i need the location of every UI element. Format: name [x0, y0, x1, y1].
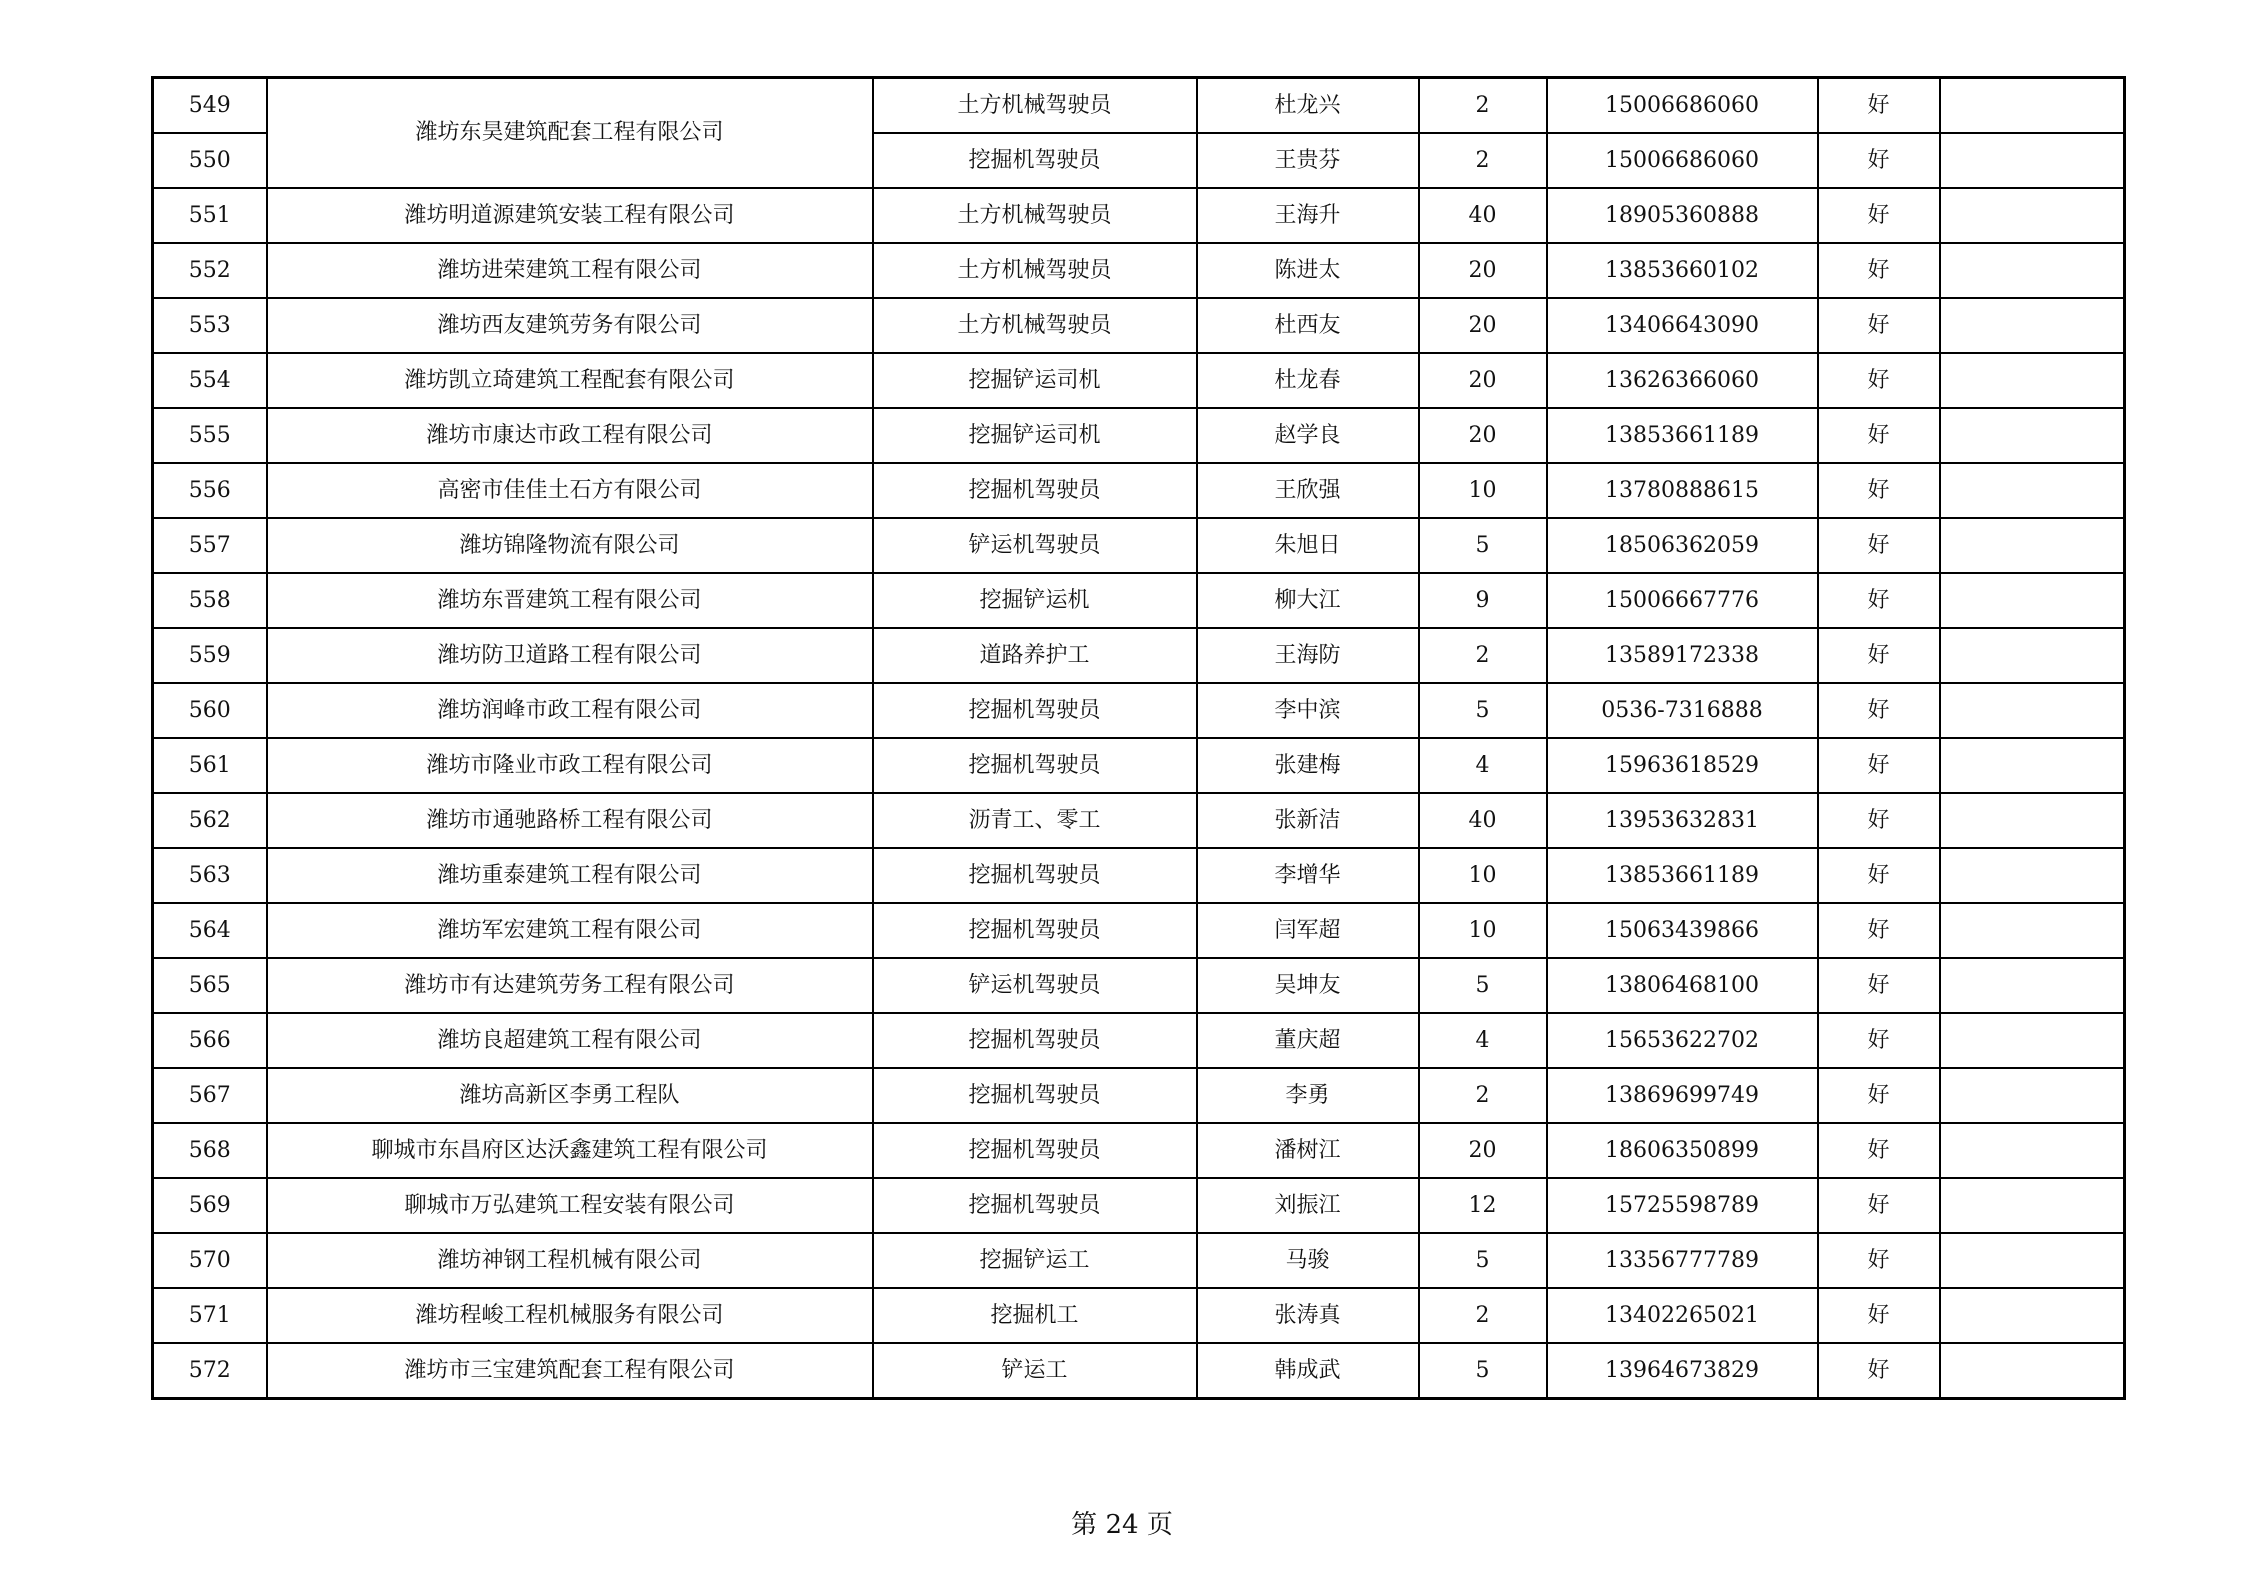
row-number: 556 [153, 463, 267, 518]
row-number: 557 [153, 518, 267, 573]
headcount: 5 [1419, 1343, 1547, 1399]
table-row [153, 628, 2125, 683]
headcount: 2 [1419, 133, 1547, 188]
table-body [153, 78, 2125, 1399]
headcount: 20 [1419, 298, 1547, 353]
remarks [1940, 1233, 2125, 1288]
rating: 好 [1818, 628, 1940, 683]
page-number [0, 1512, 2244, 1538]
contact-name: 王海升 [1197, 188, 1419, 243]
rating: 好 [1818, 1013, 1940, 1068]
table-row [153, 298, 2125, 353]
row-number: 550 [153, 133, 267, 188]
row-number: 561 [153, 738, 267, 793]
headcount: 10 [1419, 463, 1547, 518]
contact-name: 董庆超 [1197, 1013, 1419, 1068]
row-number: 559 [153, 628, 267, 683]
headcount: 2 [1419, 78, 1547, 134]
row-number: 572 [153, 1343, 267, 1399]
rating: 好 [1818, 353, 1940, 408]
contact-name: 吴坤友 [1197, 958, 1419, 1013]
contact-name: 韩成武 [1197, 1343, 1419, 1399]
rating: 好 [1818, 573, 1940, 628]
table-row [153, 1068, 2125, 1123]
row-number: 560 [153, 683, 267, 738]
contact-name: 赵学良 [1197, 408, 1419, 463]
company-name: 潍坊程峻工程机械服务有限公司 [267, 1288, 873, 1343]
rating: 好 [1818, 738, 1940, 793]
remarks [1940, 188, 2125, 243]
remarks [1940, 463, 2125, 518]
remarks [1940, 1123, 2125, 1178]
table-row [153, 683, 2125, 738]
row-number: 562 [153, 793, 267, 848]
headcount: 4 [1419, 1013, 1547, 1068]
table-row [153, 1123, 2125, 1178]
phone-number: 15006686060 [1547, 78, 1818, 134]
contact-name: 李增华 [1197, 848, 1419, 903]
row-number: 566 [153, 1013, 267, 1068]
headcount: 20 [1419, 243, 1547, 298]
remarks [1940, 518, 2125, 573]
job-type: 铲运机驾驶员 [873, 518, 1197, 573]
row-number: 565 [153, 958, 267, 1013]
row-number: 571 [153, 1288, 267, 1343]
contact-name: 王欣强 [1197, 463, 1419, 518]
row-number: 568 [153, 1123, 267, 1178]
phone-number: 15063439866 [1547, 903, 1818, 958]
remarks [1940, 573, 2125, 628]
table-row [153, 408, 2125, 463]
rating: 好 [1818, 298, 1940, 353]
row-number: 570 [153, 1233, 267, 1288]
job-type: 挖掘机驾驶员 [873, 1013, 1197, 1068]
job-type: 挖掘机驾驶员 [873, 738, 1197, 793]
phone-number: 0536-7316888 [1547, 683, 1818, 738]
phone-number: 13406643090 [1547, 298, 1818, 353]
job-type: 挖掘机驾驶员 [873, 1123, 1197, 1178]
job-type: 沥青工、零工 [873, 793, 1197, 848]
job-type: 挖掘机驾驶员 [873, 683, 1197, 738]
row-number: 553 [153, 298, 267, 353]
phone-number: 13853661189 [1547, 408, 1818, 463]
job-type: 挖掘机驾驶员 [873, 133, 1197, 188]
rating: 好 [1818, 188, 1940, 243]
rating: 好 [1818, 78, 1940, 134]
job-type: 挖掘机驾驶员 [873, 848, 1197, 903]
phone-number: 15006667776 [1547, 573, 1818, 628]
job-type: 挖掘铲运机 [873, 573, 1197, 628]
rating: 好 [1818, 463, 1940, 518]
rating: 好 [1818, 133, 1940, 188]
headcount: 12 [1419, 1178, 1547, 1233]
company-name: 潍坊神钢工程机械有限公司 [267, 1233, 873, 1288]
headcount: 20 [1419, 1123, 1547, 1178]
job-type: 挖掘铲运工 [873, 1233, 1197, 1288]
remarks [1940, 1288, 2125, 1343]
roster-table [151, 76, 2126, 1400]
rating: 好 [1818, 518, 1940, 573]
job-type: 挖掘机工 [873, 1288, 1197, 1343]
page-number-value: 24 [1105, 1510, 1139, 1540]
company-name: 潍坊东晋建筑工程有限公司 [267, 573, 873, 628]
rating: 好 [1818, 958, 1940, 1013]
company-name: 高密市佳佳土石方有限公司 [267, 463, 873, 518]
contact-name: 王海防 [1197, 628, 1419, 683]
rating: 好 [1818, 408, 1940, 463]
rating: 好 [1818, 1068, 1940, 1123]
company-name: 潍坊明道源建筑安装工程有限公司 [267, 188, 873, 243]
remarks [1940, 958, 2125, 1013]
row-number: 564 [153, 903, 267, 958]
row-number: 563 [153, 848, 267, 903]
company-name: 潍坊良超建筑工程有限公司 [267, 1013, 873, 1068]
company-name: 潍坊市通驰路桥工程有限公司 [267, 793, 873, 848]
phone-number: 13953632831 [1547, 793, 1818, 848]
contact-name: 潘树江 [1197, 1123, 1419, 1178]
phone-number: 15653622702 [1547, 1013, 1818, 1068]
remarks [1940, 1013, 2125, 1068]
row-number: 549 [153, 78, 267, 134]
table-row [153, 1233, 2125, 1288]
row-number: 567 [153, 1068, 267, 1123]
remarks [1940, 903, 2125, 958]
phone-number: 13853660102 [1547, 243, 1818, 298]
rating: 好 [1818, 1233, 1940, 1288]
headcount: 2 [1419, 1068, 1547, 1123]
table-row [153, 1178, 2125, 1233]
contact-name: 杜西友 [1197, 298, 1419, 353]
row-number: 552 [153, 243, 267, 298]
company-name: 潍坊高新区李勇工程队 [267, 1068, 873, 1123]
page-prefix: 第 [1071, 1510, 1098, 1540]
phone-number: 13626366060 [1547, 353, 1818, 408]
company-name: 聊城市东昌府区达沃鑫建筑工程有限公司 [267, 1123, 873, 1178]
table-row [153, 738, 2125, 793]
phone-number: 13964673829 [1547, 1343, 1818, 1399]
job-type: 挖掘铲运司机 [873, 353, 1197, 408]
rating: 好 [1818, 1178, 1940, 1233]
row-number: 558 [153, 573, 267, 628]
rating: 好 [1818, 1288, 1940, 1343]
company-name: 潍坊市隆业市政工程有限公司 [267, 738, 873, 793]
headcount: 10 [1419, 903, 1547, 958]
phone-number: 15006686060 [1547, 133, 1818, 188]
job-type: 挖掘机驾驶员 [873, 1068, 1197, 1123]
table-row [153, 848, 2125, 903]
remarks [1940, 353, 2125, 408]
table-row [153, 243, 2125, 298]
company-name: 潍坊东昊建筑配套工程有限公司 [267, 78, 873, 189]
contact-name: 闫军超 [1197, 903, 1419, 958]
remarks [1940, 78, 2125, 134]
company-name: 潍坊市三宝建筑配套工程有限公司 [267, 1343, 873, 1399]
contact-name: 张建梅 [1197, 738, 1419, 793]
remarks [1940, 1178, 2125, 1233]
table-row [153, 353, 2125, 408]
job-type: 土方机械驾驶员 [873, 298, 1197, 353]
table-row [153, 903, 2125, 958]
remarks [1940, 133, 2125, 188]
company-name: 潍坊防卫道路工程有限公司 [267, 628, 873, 683]
table-row [153, 1288, 2125, 1343]
remarks [1940, 298, 2125, 353]
row-number: 554 [153, 353, 267, 408]
headcount: 5 [1419, 518, 1547, 573]
contact-name: 张新洁 [1197, 793, 1419, 848]
company-name: 潍坊市康达市政工程有限公司 [267, 408, 873, 463]
rating: 好 [1818, 683, 1940, 738]
company-name: 潍坊进荣建筑工程有限公司 [267, 243, 873, 298]
table-row [153, 793, 2125, 848]
phone-number: 13589172338 [1547, 628, 1818, 683]
phone-number: 13853661189 [1547, 848, 1818, 903]
contact-name: 马骏 [1197, 1233, 1419, 1288]
page-suffix: 页 [1146, 1510, 1173, 1540]
remarks [1940, 408, 2125, 463]
job-type: 挖掘机驾驶员 [873, 903, 1197, 958]
company-name: 潍坊军宏建筑工程有限公司 [267, 903, 873, 958]
table-row [153, 188, 2125, 243]
phone-number: 15725598789 [1547, 1178, 1818, 1233]
rating: 好 [1818, 243, 1940, 298]
job-type: 挖掘机驾驶员 [873, 1178, 1197, 1233]
job-type: 土方机械驾驶员 [873, 78, 1197, 134]
company-name: 潍坊西友建筑劳务有限公司 [267, 298, 873, 353]
headcount: 9 [1419, 573, 1547, 628]
job-type: 土方机械驾驶员 [873, 188, 1197, 243]
headcount: 40 [1419, 793, 1547, 848]
job-type: 铲运工 [873, 1343, 1197, 1399]
company-name: 潍坊重泰建筑工程有限公司 [267, 848, 873, 903]
job-type: 土方机械驾驶员 [873, 243, 1197, 298]
contact-name: 柳大江 [1197, 573, 1419, 628]
rating: 好 [1818, 1343, 1940, 1399]
headcount: 20 [1419, 408, 1547, 463]
table-row [153, 1013, 2125, 1068]
phone-number: 18506362059 [1547, 518, 1818, 573]
headcount: 20 [1419, 353, 1547, 408]
phone-number: 13356777789 [1547, 1233, 1818, 1288]
remarks [1940, 1343, 2125, 1399]
table-row [153, 958, 2125, 1013]
rating: 好 [1818, 793, 1940, 848]
contact-name: 杜龙兴 [1197, 78, 1419, 134]
table-row [153, 573, 2125, 628]
remarks [1940, 1068, 2125, 1123]
headcount: 5 [1419, 683, 1547, 738]
headcount: 2 [1419, 1288, 1547, 1343]
company-name: 潍坊润峰市政工程有限公司 [267, 683, 873, 738]
contact-name: 朱旭日 [1197, 518, 1419, 573]
job-type: 挖掘机驾驶员 [873, 463, 1197, 518]
phone-number: 18905360888 [1547, 188, 1818, 243]
phone-number: 13780888615 [1547, 463, 1818, 518]
headcount: 10 [1419, 848, 1547, 903]
table-row [153, 78, 2125, 134]
company-name: 潍坊凯立琦建筑工程配套有限公司 [267, 353, 873, 408]
rating: 好 [1818, 903, 1940, 958]
remarks [1940, 848, 2125, 903]
table-row [153, 518, 2125, 573]
phone-number: 13869699749 [1547, 1068, 1818, 1123]
remarks [1940, 243, 2125, 298]
rating: 好 [1818, 1123, 1940, 1178]
remarks [1940, 793, 2125, 848]
phone-number: 15963618529 [1547, 738, 1818, 793]
contact-name: 李勇 [1197, 1068, 1419, 1123]
table-row [153, 463, 2125, 518]
remarks [1940, 628, 2125, 683]
contact-name: 王贵芬 [1197, 133, 1419, 188]
headcount: 4 [1419, 738, 1547, 793]
company-name: 潍坊市有达建筑劳务工程有限公司 [267, 958, 873, 1013]
job-type: 挖掘铲运司机 [873, 408, 1197, 463]
contact-name: 张涛真 [1197, 1288, 1419, 1343]
table-row [153, 1343, 2125, 1399]
headcount: 5 [1419, 958, 1547, 1013]
headcount: 40 [1419, 188, 1547, 243]
row-number: 555 [153, 408, 267, 463]
phone-number: 13806468100 [1547, 958, 1818, 1013]
remarks [1940, 738, 2125, 793]
contact-name: 杜龙春 [1197, 353, 1419, 408]
contact-name: 陈进太 [1197, 243, 1419, 298]
company-name: 潍坊锦隆物流有限公司 [267, 518, 873, 573]
headcount: 2 [1419, 628, 1547, 683]
remarks [1940, 683, 2125, 738]
contact-name: 李中滨 [1197, 683, 1419, 738]
headcount: 5 [1419, 1233, 1547, 1288]
company-name: 聊城市万弘建筑工程安装有限公司 [267, 1178, 873, 1233]
row-number: 569 [153, 1178, 267, 1233]
row-number: 551 [153, 188, 267, 243]
rating: 好 [1818, 848, 1940, 903]
phone-number: 13402265021 [1547, 1288, 1818, 1343]
job-type: 铲运机驾驶员 [873, 958, 1197, 1013]
job-type: 道路养护工 [873, 628, 1197, 683]
phone-number: 18606350899 [1547, 1123, 1818, 1178]
contact-name: 刘振江 [1197, 1178, 1419, 1233]
